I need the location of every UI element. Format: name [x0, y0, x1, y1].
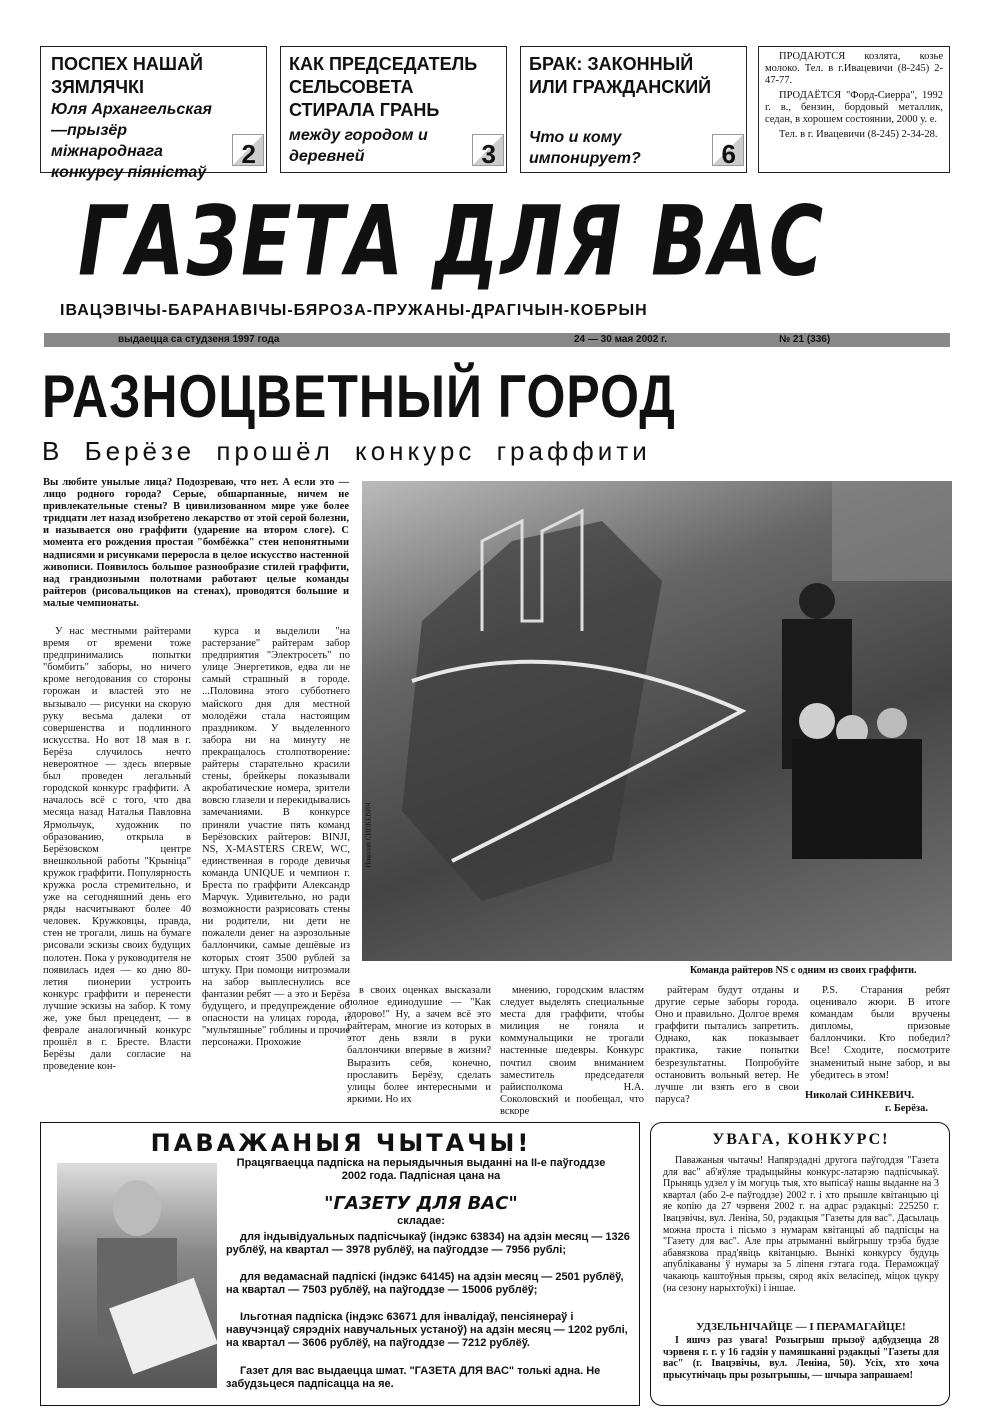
contest-text: Паважаныя чытачы! Напярэдадні другога паўгоддзя "Газета для вас" аб'яўляе традыцыйны конкурс-латарэю падпісчыкаў. Прыняць удзел у ім могуць тыя, хто выпісаў нашы выданне на 3 квартал (або 2-е паўгоддзе) 2002 г. і хто прышле квітанцыю ці яе копію да 27 чэрвеня 2002 г. на адрас рэдакцыі: 225250 г. Івацэвічы, вул. Леніна, 50, рэдакцыя "Газеты для вас". Дасылаць можна проста і пісьмо з нумарам квітанцыі аб падпісцы на "Газету для вас". Але пры атрыманні выйгрышу трэба будзе абавязкова прад'явіць квітанцыю. Вынікі конкурсу будуць апублікаваны ў нумары за 5 ліпеня гэтага года. Пераможцаў чакаюць каштоўныя прызы, сярод якіх веласіпед, міцок цукру (на сезону нарыхтоўкі) і іншае.	[663, 1155, 939, 1294]
teaser-page-number: 6	[721, 139, 736, 169]
ad-car-phone: Тел. в г. Ивацевичи (8-245) 2-34-28.	[779, 129, 938, 140]
masthead-dates: 24 — 30 мая 2002 г.	[574, 334, 667, 345]
contest-title: УВАГА, КОНКУРС!	[712, 1131, 890, 1148]
masthead-since: выдаецца са студзеня 1997 года	[118, 334, 280, 345]
teaser-subtitle: Юля Архангельская —прызёр міжнароднага конкурсу піяністаў	[51, 101, 212, 181]
teaser-title: ПОСПЕХ НАШАЙ ЗЯМЛЯЧКІ	[51, 54, 203, 97]
article-lead: Вы любите унылые лица? Подозреваю, что нет. А если это — лицо родного города? Серые, обшарпанные, ничем не привлекательные стены? В цивилизованном мире уже более тридцати лет назад изобретено лекарство от этой серой болезни, и называется оно граффити (ударение на втором слоге). С момента его рождения простая "бомбёжка" стен непонятными надписями и рисунками переросла в целое искусство настенной живописи. Появилось большое разнообразие стилей граффити, над грандиозными полотнами работают целые команды райтеров (рисовальщиков на стенах), проводятся большие и малые чемпионаты.	[43, 477, 349, 609]
article-column-5	[655, 985, 799, 1117]
masthead-info-bar	[44, 333, 950, 347]
teaser-subtitle: между городом и деревней	[289, 127, 428, 165]
contest-box	[650, 1122, 950, 1406]
masthead-cities: ІВАЦЭВІЧЫ-БАРАНАВІЧЫ-БЯРОЗА-ПРУЖАНЫ-ДРАГІЧЫН-КОБРЫН	[60, 302, 648, 319]
subscription-consists: складае:	[397, 1215, 445, 1227]
article-text: P.S. Старания ребят оценивало жюри. В итоге командам были вручены дипломы, призовые баллончики. Кто победил? Все! Сходите, посмотрите знаменитый ныне забор, и вы убедитесь в этом!	[810, 985, 950, 1081]
teaser-title: КАК ПРЕДСЕДАТЕЛЬ СЕЛЬСОВЕТА СТИРАЛА ГРАНЬ	[289, 54, 478, 120]
graffiti-photo-art	[362, 481, 952, 961]
graffiti-photo	[362, 481, 952, 961]
reader-photo-figure	[57, 1163, 217, 1388]
article-text: У нас местными райтерами время от времени тоже предпринимались попытки "бомбить" заборы, но ничего кроме негодования со стороны горожан и властей это не вызывало — рисунки на скорую руку весьма далеки от совершенства и подлинного искусства. Но вот 18 мая в г. Берёза случилось нечто невероятное — здесь впервые был проведен легальный городской конкурс граффити. А началось всё с того, что два месяца назад Наталья Павловна Ярмольчук, художник по образованию, открыла в Берёзовском центре внешкольной работы "Крыніца" кружок граффити. Популярность кружка росла стремительно, и уже на сегодняшний день его ряды насчитывают более 40 человек. Кружковцы, правда, стен не трогали, лишь на бумаге рисовали эскизы своих будущих полотен. Пока у руководителя не появилась идея — ко дню 80-летия пионерии устроить конкурс граффити и перенести лучшие эскизы на забор. К тому же, уже был прецедент, — в феврале аналогичный конкурс прошёл в г. Бресте. Власти Берёзы дали согласие на проведение кон-	[43, 626, 191, 1073]
teaser-2[interactable]	[280, 46, 507, 173]
subscription-line-discount: Ільготная падпіска (індэкс 63671 для інвалідаў, пенсіянераў і навучэнцаў сярэдніх навучальных устаноў) на адзін месяц — 1202 рублі, на квартал — 3606 рублёў, на паўгоддзе — 7212 рублёў.	[226, 1311, 628, 1349]
article-column-6	[810, 985, 950, 1085]
subscription-intro: Працягваецца падпіска на перыядычныя выданні на II-е паўгоддзе 2002 года. Падпісная цана на	[236, 1157, 606, 1182]
teaser-3[interactable]	[520, 46, 747, 173]
article-text: курса и выделили "на растерзание" райтерам забор предприятия "Электросеть" по улице Энергетиков, едва ли не самый страшный в городе. ...Половина этого субботнего майского дня для местной молодёжи стала настоящим праздником. У выделенного забора ни на минуту не прекращалось столпотворение: райтеры старательно красили стены, брейкеры показывали акробатические номера, зрители вовсю глазели и перекидывались замечаниями. В конкурсе приняли участие пять команд Берёзовских райтеров: BINJI, NS, X-MASTERS CREW, WC, единственная в городе девичья команда UNIQUE и чемпион г. Бреста по граффити Александр Марчук. Удивительно, но ради возможности разрисовать стены ни родители, ни дети не пожалели денег на аэрозольные баллончики, самые дешёвые из которых стоят 3500 рублей за штуку. При помощи нитроэмали на забор выплеснулись все фантазии ребят — а это и Берёза будущего, и предупреждение об опасности на улицах города, и "мультяшные" гоблины и прочие персонажи. Прохожие	[202, 626, 350, 1049]
masthead-issue: № 21 (336)	[779, 334, 831, 345]
subscription-box	[40, 1122, 640, 1406]
article-column-2	[202, 626, 350, 1120]
article-text: райтерам будут отданы и другие серые заборы города. Оно и правильно. Долгое время граффити пытались запретить. Однако, как показывает практика, такие попытки безрезультатны. Попробуйте остановить вольный ветер. Не лучше ли взять его в свои паруса?	[655, 985, 799, 1105]
reader-photo	[57, 1163, 217, 1388]
article-headline: РАЗНОЦВЕТНЫЙ ГОРОД	[42, 363, 676, 431]
article-column-3	[347, 985, 491, 1117]
article-column-4	[500, 985, 644, 1117]
subscription-line-reminder: Газет для вас выдаецца шмат. "ГАЗЕТА ДЛЯ ВАС" толькі адна. Не забудзьцеся падпісацца на яе.	[226, 1365, 601, 1390]
teaser-title: БРАК: ЗАКОННЫЙ ИЛИ ГРАЖДАНСКИЙ	[529, 54, 712, 97]
ad-goats: ПРОДАЮТСЯ козлята, козье молоко. Тел. в г.Ивацевичи (8-245) 2-47-77.	[765, 51, 943, 86]
photo-credit: Николай СИНКЕВИЧ	[364, 802, 373, 868]
contest-slogan: УДЗЕЛЬНІЧАЙЦЕ — І ПЕРАМАГАЙЦЕ!	[696, 1321, 906, 1333]
teaser-1[interactable]	[40, 46, 267, 181]
contest-footer: І яшчэ раз увага! Розыгрыш прызоў адбудзецца 28 чэрвеня г. г. у 16 гадзін у памяшканні рэдакцыі "Газеты для вас" (г. Івацэвічы, вул. Леніна, 50). Усіх, хто хоча прысутнічаць пры розыгрышы, — шчыра запрашаем!	[663, 1335, 939, 1381]
subscription-line-departmental: для ведамаснай падпіскі (індэкс 64145) на адзін месяц — 2501 рублёў, на квартал — 7503 рублёў, на паўгоддзе — 15006 рублёў;	[226, 1271, 624, 1296]
subscription-line-individual: для індывідуальных падпісчыкаў (індэкс 63834) на адзін месяц — 1326 рублёў, на квартал — 3978 рублёў, на паўгоддзе — 7956 рублі;	[226, 1231, 630, 1256]
photo-caption: Команда райтеров NS с одним из своих граффити.	[690, 965, 917, 976]
article-text: в своих оценках высказали полное единодушие — "Как здорово!" Ну, а зачем всё это райтерам, многие из которых в этот день взяли в руки баллончики впервые в жизни? Выразить себя, конечно, прославить Берёзу, сделать улицы более интересными и яркими. Но их	[347, 985, 491, 1105]
masthead-title: ГАЗЕТА ДЛЯ ВАС	[78, 186, 826, 298]
subscription-title: ПАВАЖАНЫЯ ЧЫТАЧЫ!	[150, 1129, 532, 1157]
article-author: Николай СИНКЕВИЧ.	[805, 1090, 915, 1101]
ad-car: ПРОДАЁТСЯ "Форд-Сиерра", 1992 г. в., бензин, бордовый металлик, седан, в хорошем состоянии, 2000 у. е.	[765, 90, 943, 125]
teaser-subtitle: Что и кому импонирует?	[529, 129, 641, 167]
teaser-page-number: 2	[241, 139, 256, 169]
article-text: мнению, городским властям следует выделять специальные места для граффити, чтобы милиция не гоняла и коммунальщики не трогали настенные шедевры. Конкурс почтил своим вниманием заместитель председателя райисполкома Н.А. Соколовский и пообещал, что вскоре	[500, 985, 644, 1117]
article-place: г. Берёза.	[885, 1103, 929, 1114]
article-subheadline: В Берёзе прошёл конкурс граффити	[42, 436, 651, 466]
subscription-paper-name: "ГАЗЕТУ ДЛЯ ВАС"	[324, 1193, 518, 1214]
classified-ads	[758, 46, 950, 173]
article-column-1	[43, 626, 191, 1120]
teaser-page-number: 3	[481, 139, 496, 169]
